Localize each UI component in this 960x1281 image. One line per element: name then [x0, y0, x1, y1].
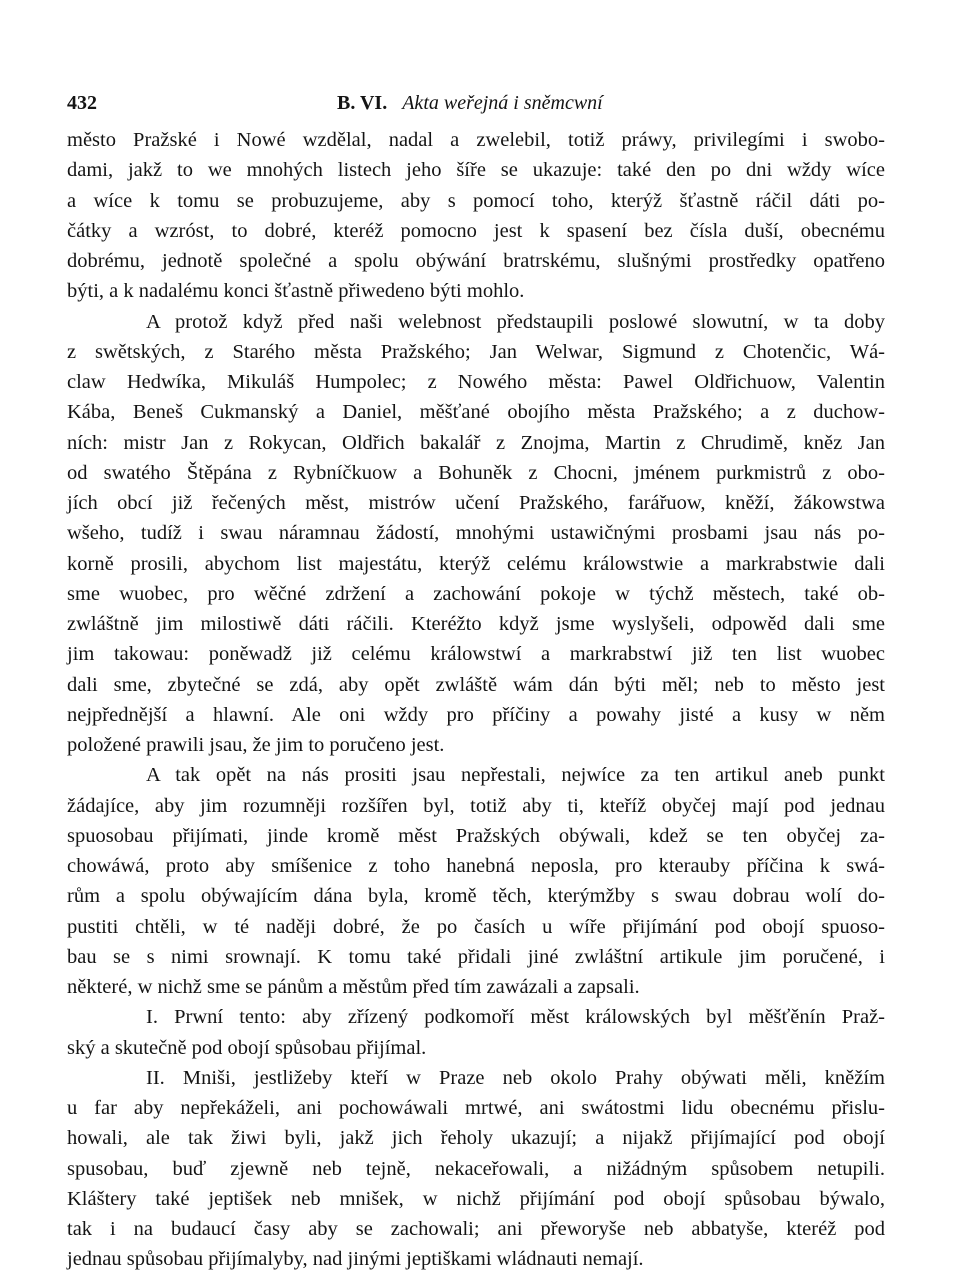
text-line: od swatého Štěpána z Rybníčkuow a Bohuněk z Chocni, jménem purkmistrů z obo-: [67, 461, 885, 484]
text-line: II. Mniši, jestližeby kteří w Praze neb okolo Prahy obýwati měli, kněžím: [146, 1066, 885, 1089]
text-line: býti, a k nadalému konci šťastně přiwedeno býti mohlo.: [67, 280, 525, 303]
text-line: wšeho, tudíž i swau náramnau žádostí, mnohými ustawičnými prosbami jsau nás po-: [67, 522, 885, 545]
text-line: ský a skutečně pod obojí spůsobau přijímal.: [67, 1036, 427, 1059]
text-line: z swětských, z Starého města Pražského; Jan Welwar, Sigmund z Chotenčic, Wá-: [67, 340, 885, 363]
text-line: pustiti chtěli, w té naději dobré, že po časích u wíře přijímání pod obojí spuoso-: [67, 915, 885, 938]
running-head: [67, 88, 885, 118]
section-title: Akta weřejná i sněmcwní: [402, 92, 603, 114]
text-line: u far aby nepřekáželi, ani pochowáwali mrtwé, ani swátostmi lidu obecnému přislu-: [67, 1097, 885, 1119]
text-line: jích obcí již řečených měst, mistrów učení Pražského, farářuow, kněží, žákowstwa: [67, 492, 885, 514]
text-line: spusobau, buď zjewně neb tejně, nekaceřowali, a nižádným spůsobem netupili.: [67, 1157, 885, 1180]
text-line: město Pražské i Nowé wzdělal, nadal a zwelebil, totiž práwy, privilegími i swobo-: [67, 129, 885, 151]
text-line: korně prosili, abychom list majestátu, kterýž celému králowstwie a markrabstwie dali: [67, 552, 885, 575]
text-line: a wíce k tomu se probuzujeme, aby s pomocí toho, kterýž šťastně ráčil dáti po-: [67, 189, 885, 212]
text-line: dami, jakž to we mnohých listech jeho šíře se ukazuje: také den po dni wždy wíce: [67, 159, 885, 182]
text-line: některé, w nichž sme se pánům a městům před tím zawázali a zapsali.: [67, 976, 640, 998]
text-line: chowáwá, proto aby smíšenice z toho hanebná neposla, pro kterauby příčina k swá-: [67, 855, 885, 877]
text-line: zwláštně jim milostiwě dáti ráčili. Kteréžto když jsme wyslyšeli, odpowěd dali sme: [67, 613, 885, 635]
text-line: žádajíce, aby jim rozumněji rozšířen byl, totiž aby ti, kteříž obyčej mají pod jednau: [67, 794, 885, 817]
section-mark: B. VI.: [337, 92, 388, 114]
text-line: ních: mistr Jan z Rokycan, Oldřich bakalář z Znojma, Martin z Chrudimě, kněz Jan: [67, 431, 885, 454]
text-line: bau se s nimi srownají. K tomu také přidali jiné zwláštní artikule jim poručené, i: [67, 945, 885, 968]
text-line: claw Hedwíka, Mikuláš Humpolec; z Nowého města: Pawel Oldřichuow, Valentin: [67, 371, 885, 393]
text-line: Kába, Beneš Cukmanský a Daniel, měšťané obojího města Pražského; a z duchow-: [67, 401, 885, 424]
text-line: jednau spůsobau přijímalyby, nad jinými jeptiškami wládnauti nemají.: [67, 1248, 644, 1271]
text-line: spuosobau přijímati, jinde kromě měst Pražských obýwali, kdež se ten obyčej za-: [67, 824, 885, 847]
text-line: nejpřednější a hlawní. Ale oni wždy pro příčiny a powahy jisté a kusy w něm: [67, 703, 885, 726]
text-line: Kláštery také jeptišek neb mnišek, w nichž přijímání pod obojí spůsobau býwalo,: [67, 1187, 885, 1210]
text-line: čátky a wzróst, to dobré, kteréž pomocno jest k spasení bez čísla duší, obecnému: [67, 219, 885, 242]
text-line: A protož když před naši welebnost předstaupili poslowé slowutní, w ta doby: [146, 310, 885, 333]
text-line: I. Prwní tento: aby zřízený podkomoří měst králowských byl měšťěnín Praž-: [146, 1006, 885, 1029]
text-line: A tak opět na nás prositi jsau nepřestali, nejwíce za ten artikul aneb punkt: [146, 764, 885, 787]
text-line: dali sme, zbytečné se zdá, aby opět zwláště wám dán býti měl; neb to město jest: [67, 673, 885, 696]
text-line: položené prawili jsau, že jim to poručeno jest.: [67, 734, 445, 756]
text-line: sme wuobec, pro wěčné zdržení a zachowání pokoje w týchž městech, také ob-: [67, 582, 885, 605]
running-title: [337, 88, 603, 118]
body-text: [67, 125, 885, 1275]
text-line: tak i na budaucí časy aby se zachowali; ani přeworyše neb abbatyše, kteréž pod: [67, 1218, 885, 1240]
text-line: jim takowau: poněwadž již celému králowstwí a markrabstwí již ten list wuobec: [67, 643, 885, 666]
page-number: 432: [67, 92, 97, 114]
text-line: rům a spolu obýwajícím dána byla, kromě těch, kterýmžby s swau dobrau wolí do-: [67, 885, 885, 908]
text-line: dobrému, jednotě společné a spolu obýwání bratrskému, slušnými prostředky opatřeno: [67, 250, 885, 272]
text-line: howali, ale tak žiwi byli, jakž jich řeholy ukazují; a nijakž přijímající pod obojí: [67, 1127, 885, 1150]
